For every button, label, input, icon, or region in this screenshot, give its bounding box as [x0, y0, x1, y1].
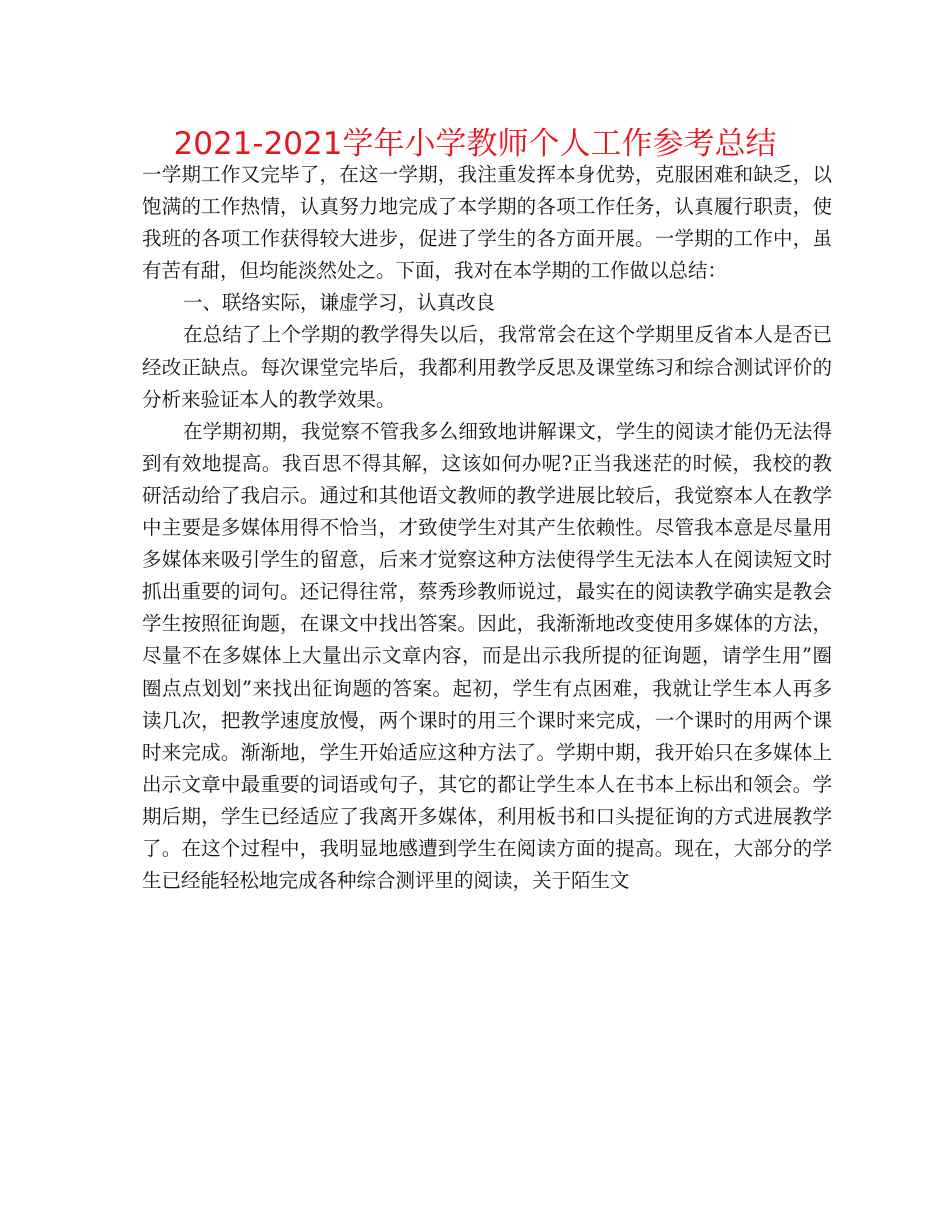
intro-paragraph: 一学期工作又完毕了，在这一学期，我注重发挥本身优势，克服困难和缺乏，以饱满的工作热情，认真努力地完成了本学期的各项工作任务，认真履行职责，使我班的各项工作获得较大进步，促进了学生的各方面开展。一学期的工作中，虽有苦有甜，但均能淡然处之。下面，我对在本学期的工作做以总结： [142, 163, 832, 283]
section-heading: 一、联络实际，谦虚学习，认真改良 [183, 291, 496, 315]
document-body [142, 159, 832, 897]
body-paragraph: 在学期初期，我觉察不管我多么细致地讲解课文，学生的阅读才能仍无法得到有效地提高。我百思不得其解，这该如何办呢?正当我迷茫的时候，我校的教研活动给了我启示。通过和其他语文教师的教学进展比较后，我觉察本人在教学中主要是多媒体用得不恰当，才致使学生对其产生依赖性。尽管我本意是尽量用多媒体来吸引学生的留意，后来才觉察这种方法使得学生无法本人在阅读短文时抓出重要的词句。还记得往常，蔡秀珍教师说过，最实在的阅读教学确实是教会学生按照征询题，在课文中找出答案。因此，我渐渐地改变使用多媒体的方法，尽量不在多媒体上大量出示文章内容，而是出示我所提的征询题，请学生用”圈圈点点划划”来找出征询题的答案。起初，学生有点困难，我就让学生本人再多读几次，把教学速度放慢，两个课时的用三个课时来完成，一个课时的用两个课时来完成。渐渐地，学生开始适应这种方法了。学期中期，我开始只在多媒体上出示文章中最重要的词语或句子，其它的都让学生本人在书本上标出和领会。学期后期，学生已经适应了我离开多媒体，利用板书和口头提征询的方式进展教学了。在这个过程中，我明显地感遭到学生在阅读方面的提高。现在，大部分的学生已经能轻松地完成各种综合测评里的阅读，关于陌生文 [142, 419, 832, 893]
body-paragraph: 在总结了上个学期的教学得失以后，我常常会在这个学期里反省本人是否已经改正缺点。每次课堂完毕后，我都利用教学反思及课堂练习和综合测试评价的分析来验证本人的教学效果。 [142, 323, 832, 411]
document-title: 2021-2021学年小学教师个人工作参考总结 [173, 126, 777, 162]
